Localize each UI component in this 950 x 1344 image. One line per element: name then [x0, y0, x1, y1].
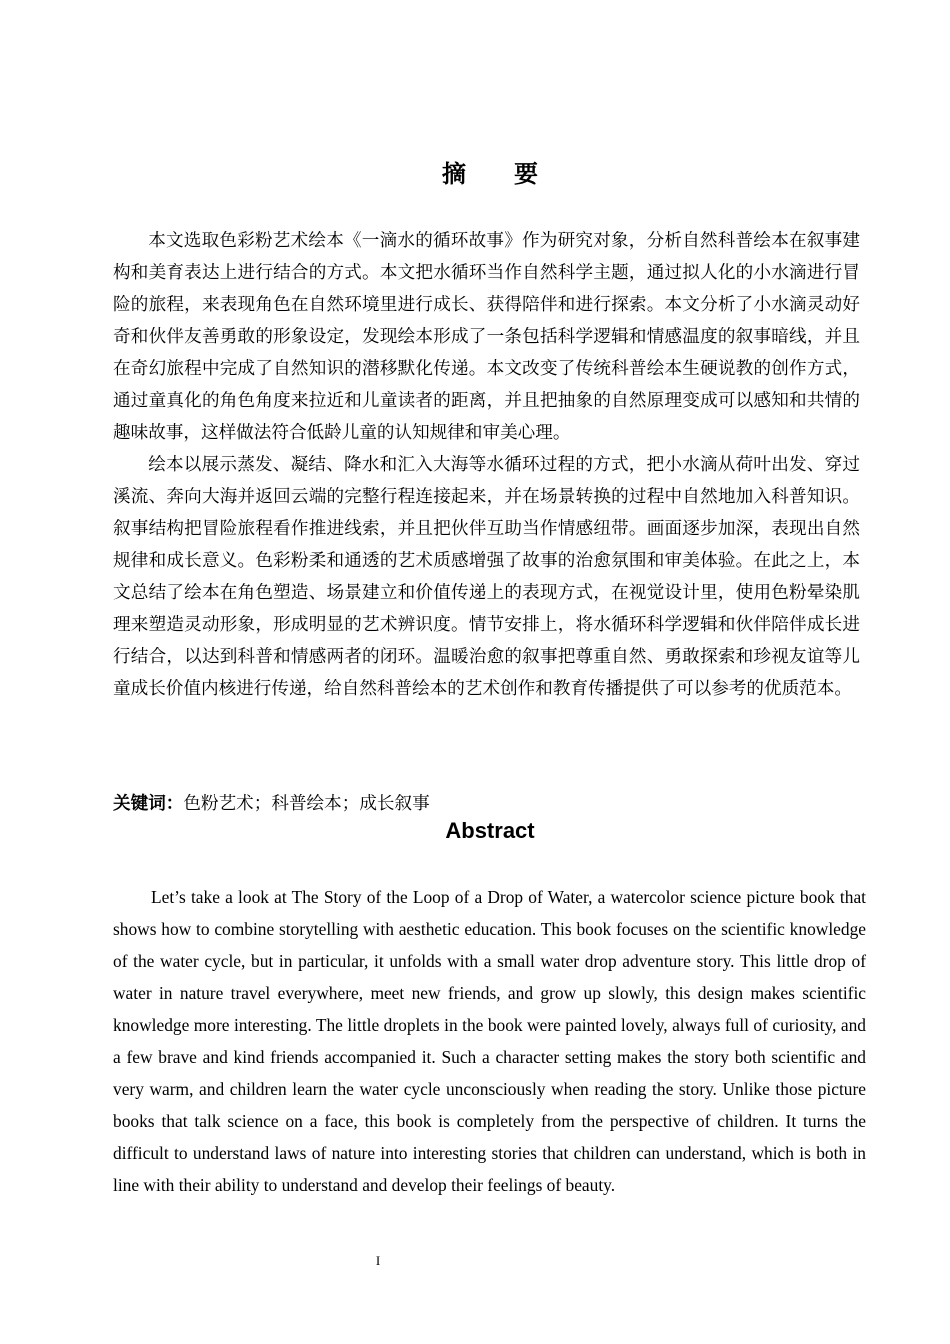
keywords-label: 关键词： — [113, 793, 184, 814]
english-abstract-title: Abstract — [445, 818, 535, 843]
keywords-text: 色粉艺术；科普绘本；成长叙事 — [183, 794, 430, 814]
english-abstract-body — [113, 881, 866, 1201]
page-number: I — [375, 1253, 381, 1268]
chinese-abstract-paragraph: 本文选取色彩粉艺术绘本《一滴水的循环故事》作为研究对象，分析自然科普绘本在叙事建构和美育表达上进行结合的方式。本文把水循环当作自然科学主题，通过拟人化的小水滴进行冒险的旅程，来表现角色在自然环境里进行成长、获得陪伴和进行探索。本文分析了小水滴灵动好奇和伙伴友善勇敢的形象设定，发现绘本形成了一条包括科学逻辑和情感温度的叙事暗线，并且在奇幻旅程中完成了自然知识的潜移默化传递。本文改变了传统科普绘本生硬说教的创作方式，通过童真化的角色角度来拉近和儿童读者的距离，并且把抽象的自然原理变成可以感知和共情的趣味故事，这样做法符合低龄儿童的认知规律和审美心理。 — [113, 231, 860, 443]
chinese-abstract-title-part1: 摘 — [442, 159, 466, 188]
chinese-abstract-paragraph: 绘本以展示蒸发、凝结、降水和汇入大海等水循环过程的方式，把小水滴从荷叶出发、穿过溪流、奔向大海并返回云端的完整行程连接起来，并在场景转换的过程中自然地加入科普知识。叙事结构把冒险旅程看作推进线索，并且把伙伴互助当作情感纽带。画面逐步加深，表现出自然规律和成长意义。色彩粉柔和通透的艺术质感增强了故事的治愈氛围和审美体验。在此之上，本文总结了绘本在角色塑造、场景建立和价值传递上的表现方式，在视觉设计里，使用色粉晕染肌理来塑造灵动形象，形成明显的艺术辨识度。情节安排上，将水循环科学逻辑和伙伴陪伴成长进行结合，以达到科普和情感两者的闭环。温暖治愈的叙事把尊重自然、勇敢探索和珍视友谊等儿童成长价值内核进行传递，给自然科普绘本的艺术创作和教育传播提供了可以参考的优质范本。 — [113, 455, 860, 699]
chinese-abstract-body — [113, 225, 860, 705]
chinese-abstract-title — [0, 158, 950, 190]
english-abstract-paragraph: Let’s take a look at The Story of the Loop of a Drop of Water, a watercolor science picture book that shows how to combine storytelling with aesthetic education. This book focuses on the scientific knowledge of the water cycle, but in particular, it unfolds with a small water drop adventure story. This little drop of water in nature travel everywhere, meet new friends, and grow up slowly, this design makes scientific knowledge more interesting. The little droplets in the book were painted lovely, always full of curiosity, and a few brave and kind friends accompanied it. Such a character setting makes the story both scientific and very warm, and children learn the water cycle unconsciously when reading the story. Unlike those picture books that talk science on a face, this book is completely from the perspective of children. It turns the difficult to understand laws of nature into interesting stories that children can understand, which is both in line with their ability to understand and develop their feelings of beauty. — [113, 887, 866, 1195]
chinese-abstract-title-part2: 要 — [514, 159, 538, 188]
